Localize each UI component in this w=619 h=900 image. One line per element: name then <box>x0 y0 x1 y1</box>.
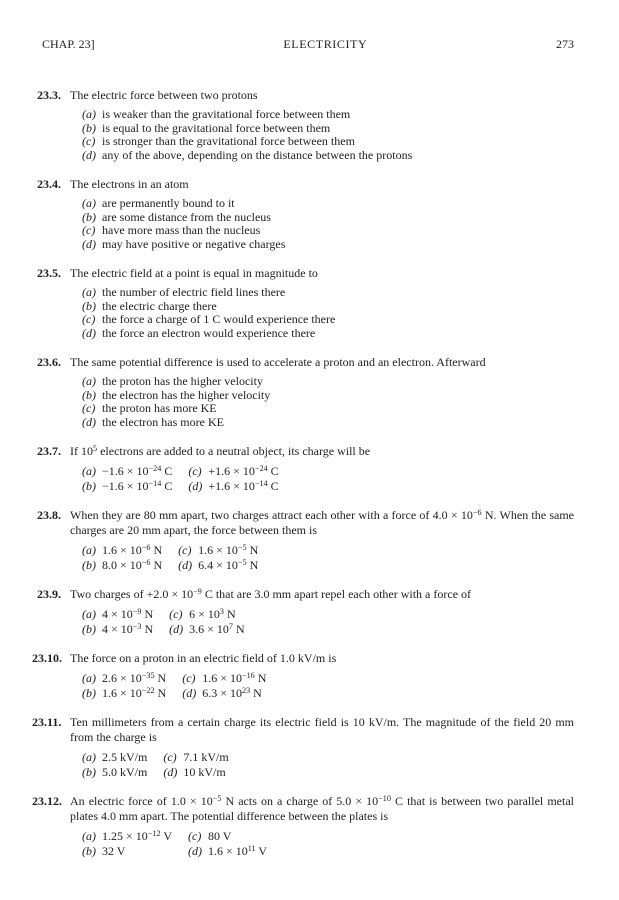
option-text: $3.6 \times 10^7$ N <box>189 621 245 636</box>
option-row <box>182 671 266 686</box>
options <box>82 671 574 700</box>
option-row <box>82 149 574 163</box>
option-row <box>82 416 574 430</box>
question-block <box>32 355 574 429</box>
question-block <box>32 88 574 162</box>
option-letter: (b) <box>82 621 96 636</box>
option-letter: (d) <box>182 685 197 700</box>
option-row <box>82 211 574 225</box>
option-text: may have positive or negative charges <box>102 236 286 251</box>
question-text: Two charges of $+2.0 \times 10^{-9}$ C that are 3.0 mm apart repel each other with a force of <box>70 587 472 601</box>
option-row <box>82 122 574 136</box>
option-text: the electron has the higher velocity <box>102 387 271 402</box>
option-row <box>82 108 574 122</box>
question-text: The electric force between two protons <box>70 88 258 102</box>
question-number: 23.8. <box>37 508 61 522</box>
option-text: 2.5 kV/m <box>102 750 148 764</box>
option-text: $8.0 \times 10^{-6}$ N <box>102 557 163 572</box>
question-block <box>32 508 574 572</box>
option-text: $6.4 \times 10^{-5}$ N <box>198 557 259 572</box>
option-row <box>188 479 278 494</box>
question-text: The electric field at a point is equal in magnitude to <box>70 266 318 280</box>
options <box>82 829 574 858</box>
option-text: $1.6 \times 10^{-5}$ N <box>198 543 259 557</box>
page-title: ELECTRICITY <box>283 37 368 51</box>
page-header <box>0 0 619 52</box>
option-letter: (a) <box>82 464 96 478</box>
option-text: the number of electric field lines there <box>102 285 286 299</box>
option-text: the force an electron would experience there <box>102 325 316 340</box>
option-letter: (a) <box>82 107 96 121</box>
option-letter: (d) <box>82 414 96 429</box>
question-number: 23.9. <box>37 587 61 601</box>
option-letter: (a) <box>82 671 96 685</box>
option-row <box>169 622 245 637</box>
question-text: If $10^5$ electrons are added to a neutral object, its charge will be <box>70 444 371 458</box>
option-letter: (a) <box>82 543 96 557</box>
option-row <box>82 286 574 300</box>
chapter-label: CHAP. 23] <box>42 37 95 51</box>
option-row <box>82 135 574 149</box>
option-letter: (b) <box>82 843 96 858</box>
option-text: $1.25 \times 10^{-12}$ V <box>102 829 172 843</box>
option-row <box>82 402 574 416</box>
option-letter: (c) <box>163 750 177 764</box>
option-letter: (c) <box>82 401 96 415</box>
questions-list <box>0 88 619 858</box>
option-row <box>82 224 574 238</box>
option-row <box>182 686 266 701</box>
option-text: $2.6 \times 10^{-35}$ N <box>102 671 167 685</box>
option-letter: (a) <box>82 196 96 210</box>
option-text: $+1.6 \times 10^{-24}$ C <box>208 464 279 478</box>
options <box>82 607 574 636</box>
option-text: is equal to the gravitational force between them <box>102 120 331 135</box>
option-letter: (d) <box>82 147 96 162</box>
option-text: $6.3 \times 10^{23}$ N <box>202 685 262 700</box>
option-letter: (c) <box>188 829 202 843</box>
question-body <box>70 266 574 340</box>
option-text: are permanently bound to it <box>102 196 235 210</box>
question-text: An electric force of $1.0 \times 10^{-5}$ N acts on a charge of $5.0 \times 10^{-10}$ C that is between two parallel metal plates 4.0 mm apart. The potential difference between the plates is <box>70 794 574 823</box>
option-text: 80 V <box>208 829 232 843</box>
option-text: $4 \times 10^{-3}$ N <box>102 621 154 636</box>
option-row <box>82 238 574 252</box>
option-text: is weaker than the gravitational force between them <box>102 107 351 121</box>
option-row <box>82 479 172 494</box>
option-letter: (b) <box>82 685 96 700</box>
option-row <box>82 197 574 211</box>
page-number: 273 <box>555 37 574 51</box>
question-body <box>70 444 574 493</box>
question-text: The electrons in an atom <box>70 177 189 191</box>
question-block <box>32 266 574 340</box>
options <box>82 286 574 340</box>
option-row <box>178 558 258 573</box>
question-number: 23.6. <box>37 355 61 369</box>
option-row <box>82 622 153 637</box>
option-letter: (d) <box>188 478 203 493</box>
options <box>82 464 574 493</box>
option-row <box>163 765 228 780</box>
option-row <box>82 300 574 314</box>
question-number: 23.10. <box>32 651 62 665</box>
question-text: When they are 80 mm apart, two charges attract each other with a force of $4.0 \times 10^{-6}$ N. When the same charges are 20 mm apart, the force between them is <box>70 508 574 537</box>
option-text: the force a charge of 1 C would experience there <box>102 312 336 326</box>
option-letter: (c) <box>169 607 183 621</box>
option-letter: (a) <box>82 374 96 388</box>
option-row <box>82 375 574 389</box>
option-row <box>82 389 574 403</box>
option-text: the proton has the higher velocity <box>102 374 263 388</box>
option-letter: (b) <box>82 387 96 402</box>
option-letter: (a) <box>82 829 96 843</box>
option-text: the electron has more KE <box>102 414 224 429</box>
option-letter: (d) <box>188 843 202 858</box>
question-block <box>32 587 574 636</box>
option-text: the electric charge there <box>102 298 217 313</box>
option-letter: (d) <box>163 764 178 779</box>
options <box>82 543 574 572</box>
question-body <box>70 177 574 251</box>
option-letter: (b) <box>82 120 96 135</box>
question-number: 23.4. <box>37 177 61 191</box>
question-number: 23.7. <box>37 444 61 458</box>
option-row <box>82 671 166 686</box>
option-text: $1.6 \times 10^{11}$ V <box>208 843 268 858</box>
option-letter: (c) <box>82 312 96 326</box>
question-body <box>70 587 574 636</box>
option-row <box>82 543 162 558</box>
options <box>82 197 574 251</box>
option-row <box>82 686 166 701</box>
option-letter: (b) <box>82 557 96 572</box>
option-text: $6 \times 10^3$ N <box>189 607 236 621</box>
option-letter: (d) <box>169 621 184 636</box>
option-text: $1.6 \times 10^{-6}$ N <box>102 543 163 557</box>
option-row <box>188 464 278 479</box>
option-row <box>82 607 153 622</box>
option-text: $4 \times 10^{-9}$ N <box>102 607 154 621</box>
option-text: $1.6 \times 10^{-16}$ N <box>202 671 267 685</box>
option-row <box>82 844 172 859</box>
option-letter: (d) <box>178 557 193 572</box>
option-text: is stronger than the gravitational force between them <box>102 134 355 148</box>
option-text: 10 kV/m <box>183 764 226 779</box>
question-body <box>70 88 574 162</box>
question-body <box>70 355 574 429</box>
option-text: $1.6 \times 10^{-22}$ N <box>102 685 167 700</box>
option-letter: (c) <box>188 464 202 478</box>
question-number: 23.12. <box>32 794 62 808</box>
option-text: have more mass than the nucleus <box>102 223 261 237</box>
question-block <box>32 177 574 251</box>
option-text: $-1.6 \times 10^{-24}$ C <box>102 464 173 478</box>
option-text: 32 V <box>102 843 126 858</box>
option-letter: (d) <box>82 325 96 340</box>
option-letter: (b) <box>82 478 96 493</box>
option-text: are some distance from the nucleus <box>102 209 271 224</box>
option-row <box>82 327 574 341</box>
question-number: 23.11. <box>32 715 62 729</box>
question-text: Ten millimeters from a certain charge its electric field is 10 kV/m. The magnitude of the field 20 mm from the charge is <box>70 715 574 744</box>
question-block <box>32 715 574 779</box>
question-body <box>70 508 574 572</box>
question-body <box>70 794 574 858</box>
options <box>82 108 574 162</box>
option-row <box>82 750 147 765</box>
option-letter: (b) <box>82 764 96 779</box>
question-text: The same potential difference is used to accelerate a proton and an electron. Afterward <box>70 355 486 369</box>
option-row <box>178 543 258 558</box>
option-letter: (a) <box>82 750 96 764</box>
option-letter: (a) <box>82 607 96 621</box>
question-block <box>32 651 574 700</box>
question-block <box>32 444 574 493</box>
options <box>82 750 574 779</box>
option-letter: (c) <box>178 543 192 557</box>
option-letter: (b) <box>82 209 96 224</box>
option-letter: (c) <box>182 671 196 685</box>
option-row <box>163 750 228 765</box>
option-row <box>188 829 267 844</box>
option-row <box>82 558 162 573</box>
option-text: 7.1 kV/m <box>183 750 229 764</box>
question-number: 23.5. <box>37 266 61 280</box>
option-letter: (c) <box>82 134 96 148</box>
option-row <box>169 607 245 622</box>
option-text: 5.0 kV/m <box>102 764 148 779</box>
question-number: 23.3. <box>37 88 61 102</box>
option-letter: (c) <box>82 223 96 237</box>
option-letter: (a) <box>82 285 96 299</box>
option-row <box>188 844 267 859</box>
option-text: $-1.6 \times 10^{-14}$ C <box>102 478 173 493</box>
option-text: the proton has more KE <box>102 401 217 415</box>
option-row <box>82 829 172 844</box>
option-row <box>82 464 172 479</box>
question-text: The force on a proton in an electric field of 1.0 kV/m is <box>70 651 337 665</box>
question-body <box>70 651 574 700</box>
options <box>82 375 574 429</box>
question-block <box>32 794 574 858</box>
option-row <box>82 765 147 780</box>
option-row <box>82 313 574 327</box>
option-text: $+1.6 \times 10^{-14}$ C <box>208 478 279 493</box>
option-text: any of the above, depending on the distance between the protons <box>102 147 413 162</box>
option-letter: (b) <box>82 298 96 313</box>
option-letter: (d) <box>82 236 96 251</box>
question-body <box>70 715 574 779</box>
